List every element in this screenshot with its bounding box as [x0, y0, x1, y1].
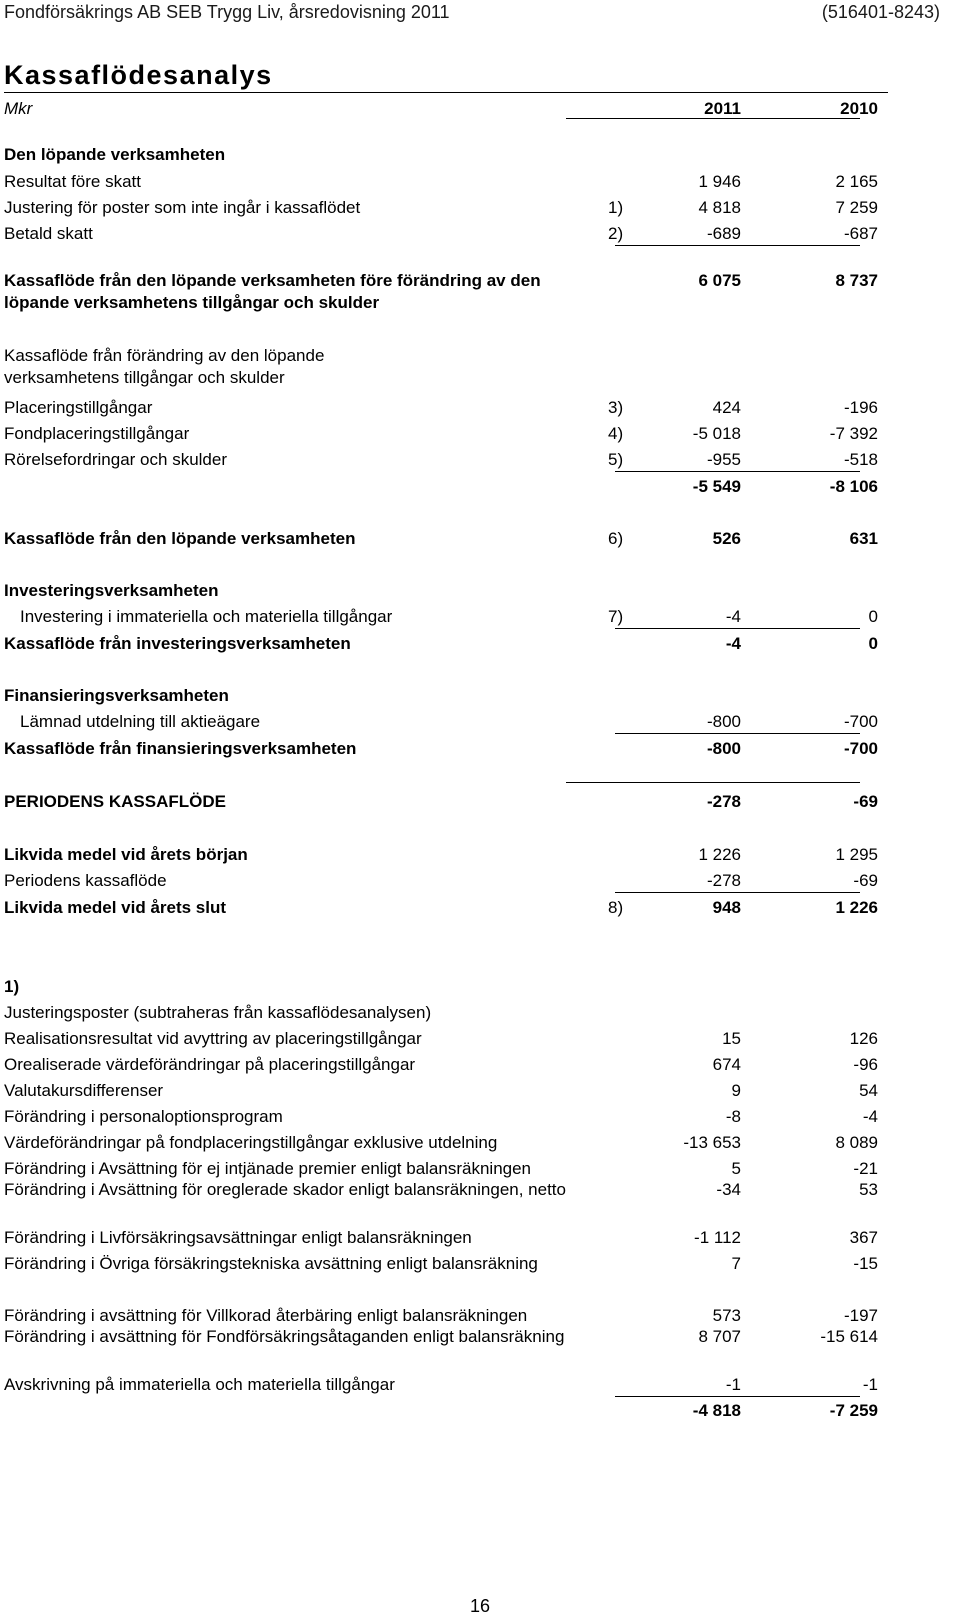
value-2010: -1 — [862, 1375, 878, 1394]
value-2010: -4 — [862, 1107, 878, 1126]
row-label: Rörelsefordringar och skulder — [4, 450, 227, 469]
note-reference: 1) — [608, 198, 624, 217]
value-2011: 5 — [731, 1159, 741, 1178]
value-2010: -7 259 — [829, 1401, 878, 1420]
note-reference: 7) — [608, 607, 624, 626]
row-label: Placeringstillgångar — [4, 398, 153, 417]
value-2010: -518 — [843, 450, 878, 469]
row-label: Kassaflöde från den löpande verksamheten före förändring av den löpande verksamhetens tillgångar och skulder — [4, 271, 541, 312]
value-2010: -197 — [843, 1306, 878, 1325]
row-label: Förändring i Övriga försäkringstekniska avsättning enligt balansräkning — [4, 1254, 538, 1273]
value-2011: 948 — [712, 898, 741, 917]
note-reference: 2) — [608, 224, 624, 243]
year-header-rule — [566, 118, 860, 119]
row-label: PERIODENS KASSAFLÖDE — [4, 792, 226, 811]
value-2010: 7 259 — [835, 198, 878, 217]
row-label: 1) — [4, 977, 20, 996]
value-2010: -700 — [843, 712, 878, 731]
row-label: Kassaflöde från investeringsverksamheten — [4, 634, 351, 653]
value-2010: 53 — [859, 1180, 878, 1199]
subtotal-rule — [615, 628, 860, 629]
row-label: Kassaflöde från förändring av den löpande verksamhetens tillgångar och skulder — [4, 346, 325, 387]
value-2010: 631 — [849, 529, 878, 548]
row-label: Avskrivning på immateriella och materiella tillgångar — [4, 1375, 395, 1394]
value-2011: -4 818 — [692, 1401, 741, 1420]
value-2010: -69 — [853, 792, 878, 811]
value-2011: -8 — [725, 1107, 741, 1126]
value-2011: -689 — [706, 224, 741, 243]
value-2010: 1 295 — [835, 845, 878, 864]
value-2011: 15 — [722, 1029, 741, 1048]
value-2011: 573 — [712, 1306, 741, 1325]
row-label: Förändring i Livförsäkringsavsättningar enligt balansräkningen — [4, 1228, 472, 1247]
note-reference: 6) — [608, 529, 624, 548]
value-2011: -4 — [725, 607, 741, 626]
row-label: Investeringsverksamheten — [4, 581, 219, 600]
value-2010: -96 — [853, 1055, 878, 1074]
year-column-2011: 2011 — [704, 99, 741, 118]
value-2011: 4 818 — [698, 198, 741, 217]
row-label: Finansieringsverksamheten — [4, 686, 229, 705]
row-label: Lämnad utdelning till aktieägare — [20, 712, 261, 731]
value-2010: 0 — [868, 607, 878, 626]
value-2010: 8 737 — [835, 271, 878, 290]
year-column-2010: 2010 — [840, 99, 878, 118]
row-label: Valutakursdifferenser — [4, 1081, 164, 1100]
row-label: Investering i immateriella och materiella tillgångar — [20, 607, 393, 626]
row-label: Periodens kassaflöde — [4, 871, 167, 890]
value-2010: 0 — [868, 634, 878, 653]
title-divider — [4, 92, 888, 93]
subtotal-rule — [615, 892, 860, 893]
value-2011: -800 — [706, 712, 741, 731]
row-label: Orealiserade värdeförändringar på placeringstillgångar — [4, 1055, 416, 1074]
subtotal-rule — [615, 1396, 860, 1397]
value-2010: 1 226 — [835, 898, 878, 917]
value-2011: 1 226 — [698, 845, 741, 864]
page-title: Kassaflödesanalys — [4, 60, 273, 90]
value-2010: -15 614 — [820, 1327, 878, 1346]
value-2010: -7 392 — [829, 424, 878, 443]
note-reference: 8) — [608, 898, 624, 917]
section-rule — [566, 782, 860, 783]
subtotal-rule — [615, 733, 860, 734]
value-2010: -8 106 — [829, 477, 878, 496]
page-number: 16 — [469, 1596, 491, 1616]
value-2011: -1 112 — [694, 1228, 741, 1247]
value-2011: -13 653 — [683, 1133, 741, 1152]
row-label: Förändring i Avsättning för ej intjänade premier enligt balansräkningen — [4, 1159, 532, 1178]
value-2011: -955 — [706, 450, 741, 469]
row-label: Realisationsresultat vid avyttring av placeringstillgångar — [4, 1029, 422, 1048]
value-2011: -5 549 — [692, 477, 741, 496]
value-2011: -278 — [706, 792, 741, 811]
org-number: (516401-8243) — [821, 2, 940, 22]
value-2010: 367 — [849, 1228, 878, 1247]
note-reference: 5) — [608, 450, 624, 469]
value-2010: 2 165 — [835, 172, 878, 191]
row-label: Förändring i Avsättning för oreglerade skador enligt balansräkningen, netto — [4, 1180, 566, 1199]
value-2010: -69 — [853, 871, 878, 890]
value-2011: -278 — [706, 871, 741, 890]
row-label: Värdeförändringar på fondplaceringstillgångar exklusive utdelning — [4, 1133, 498, 1152]
value-2011: -4 — [725, 634, 741, 653]
value-2011: -5 018 — [692, 424, 741, 443]
row-label: Justeringsposter (subtraheras från kassaflödesanalysen) — [4, 1003, 432, 1022]
value-2011: 674 — [712, 1055, 741, 1074]
row-label: Betald skatt — [4, 224, 93, 243]
note-reference: 4) — [608, 424, 624, 443]
value-2010: -196 — [843, 398, 878, 417]
value-2011: -34 — [716, 1180, 741, 1199]
value-2011: -1 — [725, 1375, 741, 1394]
value-2011: 9 — [731, 1081, 741, 1100]
row-label: Likvida medel vid årets slut — [4, 898, 227, 917]
note-reference: 3) — [608, 398, 624, 417]
value-2011: 8 707 — [698, 1327, 741, 1346]
row-label: Likvida medel vid årets början — [4, 845, 248, 864]
value-2010: -15 — [853, 1254, 878, 1273]
unit-label: Mkr — [4, 99, 33, 118]
value-2010: -687 — [843, 224, 878, 243]
value-2011: -800 — [706, 739, 741, 758]
value-2011: 526 — [712, 529, 741, 548]
subtotal-rule — [615, 471, 860, 472]
row-label: Fondplaceringstillgångar — [4, 424, 190, 443]
row-label: Resultat före skatt — [4, 172, 142, 191]
value-2010: 8 089 — [835, 1133, 878, 1152]
value-2010: -21 — [853, 1159, 878, 1178]
subtotal-rule — [615, 245, 860, 246]
value-2010: -700 — [843, 739, 878, 758]
value-2011: 1 946 — [698, 172, 741, 191]
row-label: Den löpande verksamheten — [4, 145, 226, 164]
value-2010: 126 — [849, 1029, 878, 1048]
row-label: Förändring i avsättning för Fondförsäkringsåtaganden enligt balansräkning — [4, 1327, 565, 1346]
value-2011: 7 — [731, 1254, 741, 1273]
value-2010: 54 — [859, 1081, 878, 1100]
value-2011: 424 — [712, 398, 741, 417]
row-label: Förändring i personaloptionsprogram — [4, 1107, 283, 1126]
row-label: Kassaflöde från den löpande verksamheten — [4, 529, 356, 548]
document-header: Fondförsäkrings AB SEB Trygg Liv, årsredovisning 2011 — [4, 2, 450, 22]
row-label: Justering för poster som inte ingår i kassaflödet — [4, 198, 361, 217]
row-label: Kassaflöde från finansieringsverksamheten — [4, 739, 357, 758]
row-label: Förändring i avsättning för Villkorad återbäring enligt balansräkningen — [4, 1306, 528, 1325]
value-2011: 6 075 — [698, 271, 741, 290]
